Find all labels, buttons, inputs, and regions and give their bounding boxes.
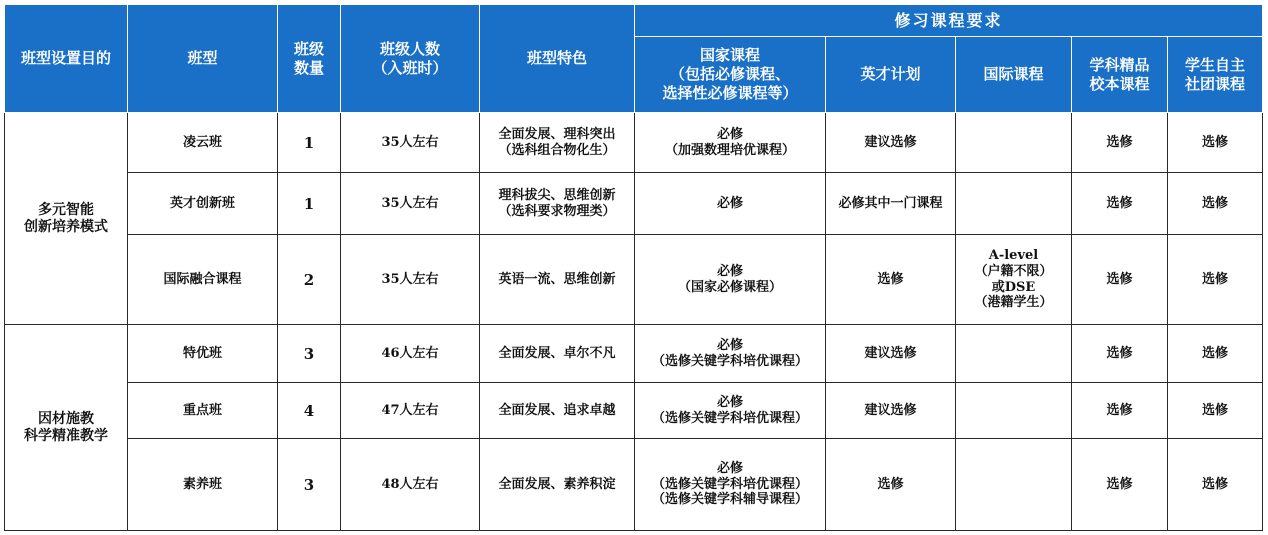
header-school-based-course: 学科精品 校本课程 [1072, 37, 1168, 113]
class-size-cell: 35人左右 [341, 173, 480, 235]
national-course-cell: 必修 （国家必修课程） [635, 235, 826, 325]
class-count-cell: 4 [278, 383, 341, 439]
table-row [5, 235, 1263, 325]
table-row [5, 325, 1263, 383]
elite-plan-cell: 选修 [826, 235, 956, 325]
club-course-cell: 选修 [1168, 173, 1263, 235]
club-course-cell: 选修 [1168, 383, 1263, 439]
national-course-cell: 必修 （选修关键学科培优课程） [635, 325, 826, 383]
table-row [5, 113, 1263, 173]
club-course-cell: 选修 [1168, 235, 1263, 325]
features-cell: 英语一流、思维创新 [480, 235, 635, 325]
class-type-cell: 英才创新班 [128, 173, 278, 235]
international-course-cell [956, 173, 1072, 235]
class-size-cell: 35人左右 [341, 113, 480, 173]
club-course-cell: 选修 [1168, 325, 1263, 383]
elite-plan-cell: 建议选修 [826, 113, 956, 173]
national-course-cell: 必修 （选修关键学科培优课程） （选修关键学科辅导课程） [635, 439, 826, 531]
elite-plan-cell: 建议选修 [826, 325, 956, 383]
features-cell: 全面发展、卓尔不凡 [480, 325, 635, 383]
international-course-cell [956, 383, 1072, 439]
international-course-cell [956, 113, 1072, 173]
class-count-cell: 2 [278, 235, 341, 325]
class-size-cell: 46人左右 [341, 325, 480, 383]
school-based-course-cell: 选修 [1072, 325, 1168, 383]
elite-plan-cell: 必修其中一门课程 [826, 173, 956, 235]
class-structure-table [4, 4, 1263, 531]
header-club-course: 学生自主 社团课程 [1168, 37, 1263, 113]
purpose-cell: 多元智能 创新培养模式 [5, 113, 128, 325]
class-type-cell: 国际融合课程 [128, 235, 278, 325]
features-cell: 全面发展、素养积淀 [480, 439, 635, 531]
header-class-type: 班型 [128, 5, 278, 113]
class-type-cell: 重点班 [128, 383, 278, 439]
class-count-cell: 3 [278, 325, 341, 383]
class-count-cell: 1 [278, 113, 341, 173]
header-class-count: 班级 数量 [278, 5, 341, 113]
school-based-course-cell: 选修 [1072, 439, 1168, 531]
international-course-cell [956, 325, 1072, 383]
international-course-cell [956, 439, 1072, 531]
class-count-cell: 1 [278, 173, 341, 235]
school-based-course-cell: 选修 [1072, 173, 1168, 235]
school-based-course-cell: 选修 [1072, 383, 1168, 439]
club-course-cell: 选修 [1168, 439, 1263, 531]
header-features: 班型特色 [480, 5, 635, 113]
features-cell: 全面发展、理科突出 （选科组合物化生） [480, 113, 635, 173]
features-cell: 全面发展、追求卓越 [480, 383, 635, 439]
header-course-requirements: 修习课程要求 [635, 5, 1263, 37]
purpose-cell: 因材施教 科学精准教学 [5, 325, 128, 531]
header-national-course: 国家课程 （包括必修课程、 选择性必修课程等） [635, 37, 826, 113]
class-type-cell: 特优班 [128, 325, 278, 383]
club-course-cell: 选修 [1168, 113, 1263, 173]
national-course-cell: 必修 （选修关键学科培优课程） [635, 383, 826, 439]
class-size-cell: 35人左右 [341, 235, 480, 325]
school-based-course-cell: 选修 [1072, 235, 1168, 325]
features-cell: 理科拔尖、思维创新 （选科要求物理类） [480, 173, 635, 235]
national-course-cell: 必修 （加强数理培优课程） [635, 113, 826, 173]
header-row-1 [5, 5, 1263, 37]
class-size-cell: 47人左右 [341, 383, 480, 439]
header-purpose: 班型设置目的 [5, 5, 128, 113]
header-elite-plan: 英才计划 [826, 37, 956, 113]
class-type-cell: 凌云班 [128, 113, 278, 173]
table-row [5, 383, 1263, 439]
class-size-cell: 48人左右 [341, 439, 480, 531]
table-row [5, 439, 1263, 531]
international-course-cell: A-level （户籍不限） 或DSE （港籍学生） [956, 235, 1072, 325]
table-row [5, 173, 1263, 235]
school-based-course-cell: 选修 [1072, 113, 1168, 173]
header-international-course: 国际课程 [956, 37, 1072, 113]
national-course-cell: 必修 [635, 173, 826, 235]
elite-plan-cell: 建议选修 [826, 383, 956, 439]
elite-plan-cell: 选修 [826, 439, 956, 531]
class-structure-table-container [4, 4, 1263, 531]
class-type-cell: 素养班 [128, 439, 278, 531]
class-count-cell: 3 [278, 439, 341, 531]
header-class-size: 班级人数 （入班时） [341, 5, 480, 113]
